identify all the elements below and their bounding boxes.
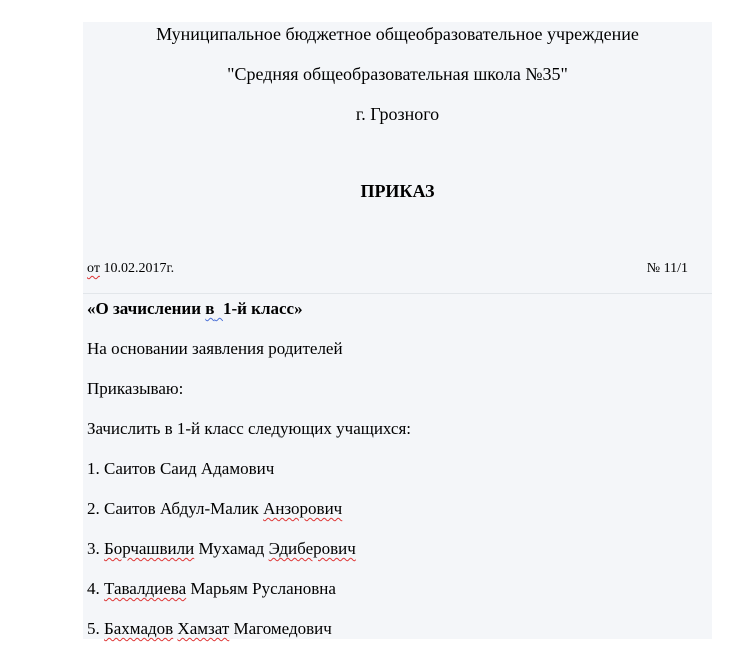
order-date [87, 260, 174, 278]
subject-v: в [205, 299, 215, 318]
org-name-line1: Муниципальное бюджетное общеобразовательное учреждение [156, 24, 639, 44]
student-surname: Тавалдиева [104, 579, 187, 598]
student-surname: Борчашвили [104, 539, 195, 558]
student-name: Саид [159, 459, 197, 478]
student-patronymic: Магомедович [233, 619, 332, 638]
student-patronymic: Адамович [200, 459, 275, 478]
student-patronymic: Эдиберович [268, 539, 356, 558]
subject-rest: 1-й класс» [222, 299, 303, 318]
student-num: 3. [87, 539, 104, 558]
student-item [87, 498, 342, 520]
date-value: 10.02.2017г. [103, 261, 175, 276]
student-num: 2. [87, 499, 104, 518]
enroll-paragraph: Зачислить в 1-й класс следующих учащихся: [87, 419, 412, 438]
student-item [87, 618, 332, 640]
order-paragraph: Приказываю: [87, 379, 184, 398]
student-item [87, 578, 336, 600]
date-prefix: от [87, 261, 100, 276]
student-name: Мухамад [198, 539, 265, 558]
student-num: 1. [87, 459, 104, 478]
org-name-line2: "Средняя общеобразовательная школа №35" [227, 64, 568, 84]
student-item [87, 538, 356, 560]
basis-paragraph: На основании заявления родителей [87, 339, 343, 358]
org-city-line: г. Грозного [355, 104, 440, 124]
student-patronymic: Руслановна [252, 579, 336, 598]
student-num: 4. [87, 579, 104, 598]
student-name: Абдул-Малик [159, 499, 259, 518]
student-surname: Саитов [104, 499, 156, 518]
student-surname: Саитов [104, 459, 156, 478]
student-item [87, 458, 274, 480]
document-title: ПРИКАЗ [360, 181, 435, 201]
section-divider [83, 293, 712, 294]
student-name: Хамзат [177, 619, 230, 638]
student-num: 5. [87, 619, 104, 638]
student-patronymic: Анзорович [263, 499, 343, 518]
order-number: № 11/1 [646, 261, 688, 276]
student-name: Марьям [190, 579, 248, 598]
subject-open: «О зачислении [87, 299, 206, 318]
order-subject [87, 298, 303, 320]
student-surname: Бахмадов [104, 619, 174, 638]
subject-gap [214, 299, 223, 318]
